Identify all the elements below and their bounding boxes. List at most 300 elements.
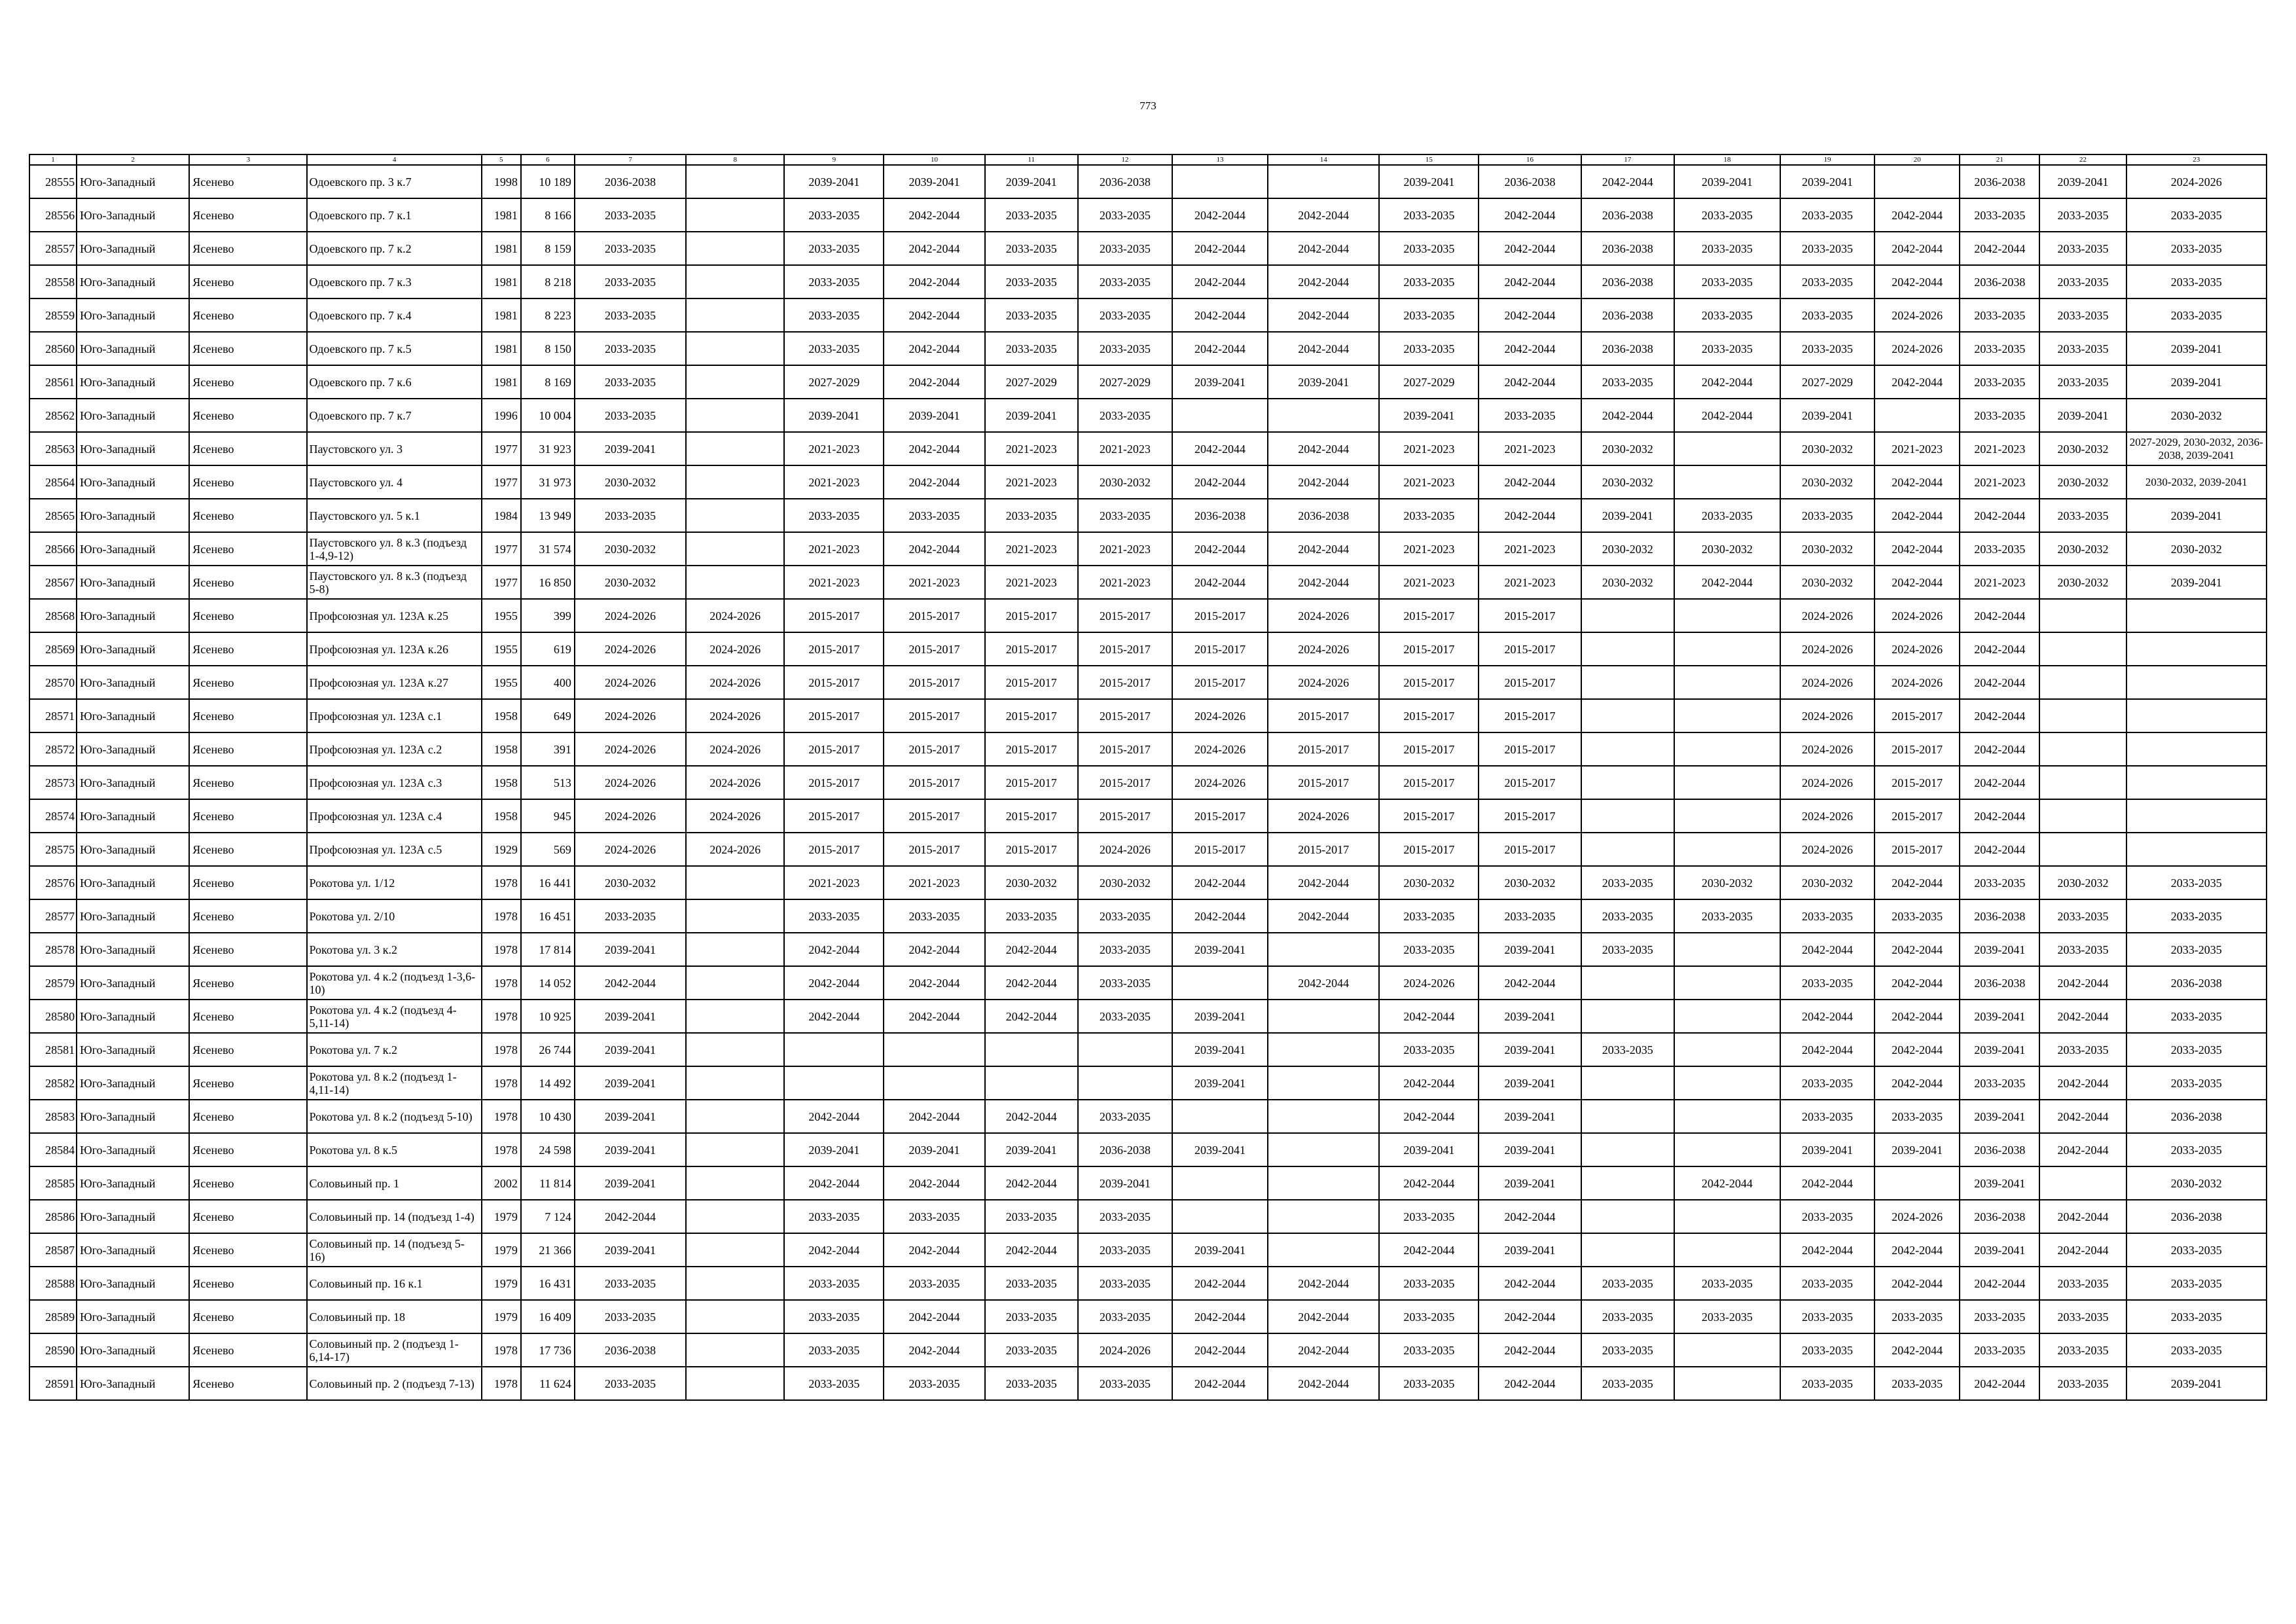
year-cell: 1955 — [482, 632, 521, 666]
period-18-cell — [1674, 1333, 1780, 1367]
period-23-cell: 2033-2035 — [2126, 899, 2267, 933]
address-cell: Соловьиный пр. 2 (подъезд 1-6,14-17) — [307, 1333, 481, 1367]
period-21-cell: 2033-2035 — [1960, 1066, 2039, 1100]
address-cell: Рокотова ул. 4 к.2 (подъезд 1-3,6-10) — [307, 966, 481, 1000]
period-18-cell — [1674, 699, 1780, 732]
period-7-cell: 2033-2035 — [575, 298, 686, 332]
period-18-cell — [1674, 1233, 1780, 1267]
period-20-cell: 2024-2026 — [1874, 298, 1960, 332]
period-14-cell: 2042-2044 — [1268, 899, 1379, 933]
table-row — [29, 732, 2267, 766]
period-17-cell — [1581, 599, 1674, 632]
area-cell: Ясенево — [189, 1333, 307, 1367]
period-9-cell: 2021-2023 — [784, 866, 884, 899]
area-cell: Ясенево — [189, 1233, 307, 1267]
district-cell: Юго-Западный — [77, 332, 189, 365]
period-12-cell: 2036-2038 — [1078, 165, 1172, 198]
period-15-cell: 2033-2035 — [1379, 1300, 1479, 1333]
period-10-cell: 2042-2044 — [884, 198, 984, 232]
year-cell: 1981 — [482, 365, 521, 399]
address-cell: Соловьиный пр. 14 (подъезд 5-16) — [307, 1233, 481, 1267]
period-11-cell: 2033-2035 — [985, 198, 1078, 232]
period-15-cell: 2021-2023 — [1379, 566, 1479, 599]
period-16-cell: 2015-2017 — [1479, 599, 1581, 632]
table-row — [29, 1133, 2267, 1166]
period-17-cell: 2030-2032 — [1581, 566, 1674, 599]
period-13-cell: 2039-2041 — [1172, 933, 1268, 966]
period-19-cell: 2024-2026 — [1780, 732, 1874, 766]
period-21-cell: 2033-2035 — [1960, 298, 2039, 332]
period-10-cell: 2039-2041 — [884, 1133, 984, 1166]
column-header-11: 11 — [985, 154, 1078, 165]
period-9-cell: 2033-2035 — [784, 232, 884, 265]
period-23-cell: 2039-2041 — [2126, 499, 2267, 532]
address-cell: Профсоюзная ул. 123А с.1 — [307, 699, 481, 732]
period-20-cell: 2042-2044 — [1874, 1000, 1960, 1033]
area-cell: Ясенево — [189, 1267, 307, 1300]
period-9-cell: 2039-2041 — [784, 399, 884, 432]
period-10-cell: 2042-2044 — [884, 1166, 984, 1200]
period-11-cell: 2039-2041 — [985, 399, 1078, 432]
period-15-cell: 2015-2017 — [1379, 732, 1479, 766]
column-header-19: 19 — [1780, 154, 1874, 165]
period-14-cell: 2015-2017 — [1268, 732, 1379, 766]
period-16-cell: 2042-2044 — [1479, 265, 1581, 298]
district-cell: Юго-Западный — [77, 198, 189, 232]
period-13-cell: 2042-2044 — [1172, 1333, 1268, 1367]
period-22-cell: 2033-2035 — [2039, 365, 2126, 399]
period-12-cell: 2015-2017 — [1078, 732, 1172, 766]
period-18-cell — [1674, 432, 1780, 465]
record-id-cell: 28580 — [29, 1000, 77, 1033]
period-10-cell — [884, 1033, 984, 1066]
period-19-cell: 2024-2026 — [1780, 799, 1874, 833]
table-row — [29, 432, 2267, 465]
column-header-3: 3 — [189, 154, 307, 165]
period-21-cell: 2042-2044 — [1960, 833, 2039, 866]
table-row — [29, 1000, 2267, 1033]
period-16-cell: 2036-2038 — [1479, 165, 1581, 198]
period-17-cell — [1581, 732, 1674, 766]
period-7-cell: 2036-2038 — [575, 1333, 686, 1367]
period-12-cell: 2033-2035 — [1078, 1267, 1172, 1300]
period-9-cell: 2015-2017 — [784, 632, 884, 666]
period-16-cell: 2015-2017 — [1479, 699, 1581, 732]
period-21-cell: 2039-2041 — [1960, 1000, 2039, 1033]
record-id-cell: 28569 — [29, 632, 77, 666]
period-9-cell: 2027-2029 — [784, 365, 884, 399]
period-10-cell: 2039-2041 — [884, 165, 984, 198]
period-23-cell — [2126, 799, 2267, 833]
period-23-cell: 2033-2035 — [2126, 198, 2267, 232]
period-14-cell — [1268, 1000, 1379, 1033]
period-9-cell: 2033-2035 — [784, 332, 884, 365]
period-22-cell: 2033-2035 — [2039, 232, 2126, 265]
period-14-cell: 2042-2044 — [1268, 332, 1379, 365]
period-7-cell: 2033-2035 — [575, 399, 686, 432]
record-id-cell: 28590 — [29, 1333, 77, 1367]
period-14-cell: 2024-2026 — [1268, 666, 1379, 699]
period-11-cell: 2021-2023 — [985, 432, 1078, 465]
period-15-cell: 2015-2017 — [1379, 766, 1479, 799]
period-20-cell: 2042-2044 — [1874, 1267, 1960, 1300]
area-value-cell: 17 814 — [521, 933, 575, 966]
table-row — [29, 365, 2267, 399]
period-8-cell: 2024-2026 — [686, 732, 784, 766]
period-8-cell — [686, 1166, 784, 1200]
period-7-cell: 2033-2035 — [575, 1367, 686, 1400]
period-8-cell — [686, 1367, 784, 1400]
period-19-cell: 2039-2041 — [1780, 399, 1874, 432]
period-10-cell: 2042-2044 — [884, 365, 984, 399]
period-22-cell: 2030-2032 — [2039, 532, 2126, 566]
area-value-cell: 7 124 — [521, 1200, 575, 1233]
period-19-cell: 2039-2041 — [1780, 1133, 1874, 1166]
address-cell: Профсоюзная ул. 123А к.26 — [307, 632, 481, 666]
period-19-cell: 2033-2035 — [1780, 232, 1874, 265]
period-8-cell — [686, 365, 784, 399]
period-22-cell: 2033-2035 — [2039, 1367, 2126, 1400]
period-23-cell: 2033-2035 — [2126, 866, 2267, 899]
period-23-cell: 2033-2035 — [2126, 1333, 2267, 1367]
period-16-cell: 2042-2044 — [1479, 465, 1581, 499]
area-cell: Ясенево — [189, 766, 307, 799]
period-17-cell: 2036-2038 — [1581, 298, 1674, 332]
period-15-cell: 2024-2026 — [1379, 966, 1479, 1000]
period-19-cell: 2024-2026 — [1780, 766, 1874, 799]
period-11-cell: 2042-2044 — [985, 1166, 1078, 1200]
table-row — [29, 399, 2267, 432]
table-row — [29, 1333, 2267, 1367]
period-9-cell: 2039-2041 — [784, 165, 884, 198]
year-cell: 1977 — [482, 566, 521, 599]
year-cell: 1996 — [482, 399, 521, 432]
period-11-cell: 2042-2044 — [985, 1233, 1078, 1267]
period-23-cell: 2039-2041 — [2126, 332, 2267, 365]
period-10-cell: 2042-2044 — [884, 432, 984, 465]
period-12-cell: 2033-2035 — [1078, 1367, 1172, 1400]
period-16-cell: 2021-2023 — [1479, 432, 1581, 465]
period-7-cell: 2039-2041 — [575, 1033, 686, 1066]
period-22-cell — [2039, 699, 2126, 732]
period-20-cell: 2015-2017 — [1874, 766, 1960, 799]
period-15-cell: 2033-2035 — [1379, 198, 1479, 232]
period-19-cell: 2039-2041 — [1780, 165, 1874, 198]
period-16-cell: 2042-2044 — [1479, 232, 1581, 265]
table-row — [29, 198, 2267, 232]
schedule-table-container — [29, 154, 2267, 1401]
period-8-cell — [686, 1333, 784, 1367]
address-cell: Профсоюзная ул. 123А с.5 — [307, 833, 481, 866]
address-cell: Одоевского пр. 7 к.2 — [307, 232, 481, 265]
period-16-cell: 2033-2035 — [1479, 899, 1581, 933]
period-20-cell: 2015-2017 — [1874, 799, 1960, 833]
period-19-cell: 2030-2032 — [1780, 566, 1874, 599]
district-cell: Юго-Западный — [77, 1200, 189, 1233]
period-22-cell: 2039-2041 — [2039, 165, 2126, 198]
record-id-cell: 28584 — [29, 1133, 77, 1166]
period-9-cell: 2015-2017 — [784, 599, 884, 632]
table-row — [29, 1300, 2267, 1333]
period-21-cell: 2033-2035 — [1960, 332, 2039, 365]
period-7-cell: 2033-2035 — [575, 499, 686, 532]
period-16-cell: 2042-2044 — [1479, 1200, 1581, 1233]
area-cell: Ясенево — [189, 532, 307, 566]
period-15-cell: 2033-2035 — [1379, 265, 1479, 298]
period-16-cell: 2039-2041 — [1479, 1066, 1581, 1100]
period-11-cell: 2033-2035 — [985, 1200, 1078, 1233]
period-12-cell: 2033-2035 — [1078, 966, 1172, 1000]
period-19-cell: 2027-2029 — [1780, 365, 1874, 399]
record-id-cell: 28572 — [29, 732, 77, 766]
area-value-cell: 10 004 — [521, 399, 575, 432]
column-header-23: 23 — [2126, 154, 2267, 165]
area-value-cell: 10 925 — [521, 1000, 575, 1033]
period-7-cell: 2039-2041 — [575, 1233, 686, 1267]
period-23-cell: 2033-2035 — [2126, 1300, 2267, 1333]
address-cell: Одоевского пр. 7 к.3 — [307, 265, 481, 298]
period-11-cell: 2015-2017 — [985, 699, 1078, 732]
area-cell: Ясенево — [189, 1300, 307, 1333]
period-13-cell: 2039-2041 — [1172, 1233, 1268, 1267]
period-18-cell — [1674, 599, 1780, 632]
period-9-cell: 2033-2035 — [784, 1300, 884, 1333]
period-12-cell: 2015-2017 — [1078, 799, 1172, 833]
address-cell: Профсоюзная ул. 123А с.4 — [307, 799, 481, 833]
area-cell: Ясенево — [189, 833, 307, 866]
period-11-cell: 2015-2017 — [985, 799, 1078, 833]
period-21-cell: 2042-2044 — [1960, 499, 2039, 532]
period-19-cell: 2033-2035 — [1780, 899, 1874, 933]
period-13-cell: 2042-2044 — [1172, 532, 1268, 566]
table-row — [29, 298, 2267, 332]
record-id-cell: 28571 — [29, 699, 77, 732]
period-23-cell: 2033-2035 — [2126, 933, 2267, 966]
period-23-cell: 2039-2041 — [2126, 365, 2267, 399]
period-21-cell: 2036-2038 — [1960, 1133, 2039, 1166]
area-cell: Ясенево — [189, 1100, 307, 1133]
period-23-cell: 2024-2026 — [2126, 165, 2267, 198]
period-11-cell: 2033-2035 — [985, 298, 1078, 332]
period-9-cell: 2015-2017 — [784, 732, 884, 766]
year-cell: 1979 — [482, 1200, 521, 1233]
period-21-cell: 2039-2041 — [1960, 1033, 2039, 1066]
record-id-cell: 28591 — [29, 1367, 77, 1400]
period-9-cell: 2021-2023 — [784, 532, 884, 566]
period-22-cell: 2033-2035 — [2039, 1300, 2126, 1333]
table-row — [29, 1066, 2267, 1100]
table-row — [29, 332, 2267, 365]
period-17-cell: 2030-2032 — [1581, 532, 1674, 566]
area-cell: Ясенево — [189, 1033, 307, 1066]
area-cell: Ясенево — [189, 399, 307, 432]
area-cell: Ясенево — [189, 966, 307, 1000]
area-value-cell: 24 598 — [521, 1133, 575, 1166]
period-9-cell: 2042-2044 — [784, 1000, 884, 1033]
period-18-cell — [1674, 766, 1780, 799]
period-7-cell: 2024-2026 — [575, 666, 686, 699]
period-17-cell — [1581, 1166, 1674, 1200]
period-17-cell: 2030-2032 — [1581, 432, 1674, 465]
period-17-cell: 2033-2035 — [1581, 1333, 1674, 1367]
period-12-cell: 2015-2017 — [1078, 632, 1172, 666]
period-18-cell — [1674, 465, 1780, 499]
district-cell: Юго-Западный — [77, 899, 189, 933]
period-17-cell: 2033-2035 — [1581, 1367, 1674, 1400]
period-13-cell: 2042-2044 — [1172, 1267, 1268, 1300]
area-value-cell: 8 150 — [521, 332, 575, 365]
period-18-cell: 2033-2035 — [1674, 265, 1780, 298]
area-cell: Ясенево — [189, 933, 307, 966]
period-16-cell: 2039-2041 — [1479, 933, 1581, 966]
period-22-cell: 2030-2032 — [2039, 432, 2126, 465]
period-17-cell: 2033-2035 — [1581, 1267, 1674, 1300]
period-10-cell: 2015-2017 — [884, 833, 984, 866]
address-cell: Рокотова ул. 8 к.5 — [307, 1133, 481, 1166]
period-22-cell: 2030-2032 — [2039, 866, 2126, 899]
period-23-cell: 2036-2038 — [2126, 1100, 2267, 1133]
period-22-cell — [2039, 1166, 2126, 1200]
period-10-cell: 2042-2044 — [884, 265, 984, 298]
period-11-cell: 2033-2035 — [985, 232, 1078, 265]
period-12-cell: 2036-2038 — [1078, 1133, 1172, 1166]
period-19-cell: 2024-2026 — [1780, 599, 1874, 632]
period-20-cell: 2024-2026 — [1874, 1200, 1960, 1233]
year-cell: 1981 — [482, 265, 521, 298]
period-16-cell: 2042-2044 — [1479, 1267, 1581, 1300]
district-cell: Юго-Западный — [77, 566, 189, 599]
period-14-cell: 2042-2044 — [1268, 566, 1379, 599]
period-22-cell — [2039, 732, 2126, 766]
period-11-cell: 2033-2035 — [985, 499, 1078, 532]
column-header-15: 15 — [1379, 154, 1479, 165]
column-header-6: 6 — [521, 154, 575, 165]
record-id-cell: 28555 — [29, 165, 77, 198]
period-15-cell: 2042-2044 — [1379, 1066, 1479, 1100]
period-10-cell: 2042-2044 — [884, 1233, 984, 1267]
period-13-cell: 2039-2041 — [1172, 1033, 1268, 1066]
period-8-cell — [686, 165, 784, 198]
area-value-cell: 21 366 — [521, 1233, 575, 1267]
period-13-cell: 2042-2044 — [1172, 332, 1268, 365]
period-8-cell — [686, 465, 784, 499]
table-row — [29, 265, 2267, 298]
period-17-cell — [1581, 1000, 1674, 1033]
period-15-cell: 2039-2041 — [1379, 399, 1479, 432]
period-16-cell: 2021-2023 — [1479, 566, 1581, 599]
period-19-cell: 2033-2035 — [1780, 1367, 1874, 1400]
period-11-cell: 2021-2023 — [985, 532, 1078, 566]
period-7-cell: 2033-2035 — [575, 265, 686, 298]
period-22-cell: 2042-2044 — [2039, 1133, 2126, 1166]
period-10-cell: 2042-2044 — [884, 465, 984, 499]
record-id-cell: 28570 — [29, 666, 77, 699]
period-19-cell: 2042-2044 — [1780, 1033, 1874, 1066]
column-header-13: 13 — [1172, 154, 1268, 165]
period-13-cell: 2042-2044 — [1172, 432, 1268, 465]
area-cell: Ясенево — [189, 165, 307, 198]
area-value-cell: 8 159 — [521, 232, 575, 265]
address-cell: Паустовского ул. 3 — [307, 432, 481, 465]
period-18-cell: 2033-2035 — [1674, 499, 1780, 532]
period-11-cell: 2033-2035 — [985, 1333, 1078, 1367]
year-cell: 1981 — [482, 198, 521, 232]
record-id-cell: 28587 — [29, 1233, 77, 1267]
period-20-cell: 2024-2026 — [1874, 332, 1960, 365]
period-11-cell: 2042-2044 — [985, 1100, 1078, 1133]
period-11-cell — [985, 1066, 1078, 1100]
period-14-cell: 2042-2044 — [1268, 1300, 1379, 1333]
table-header — [29, 154, 2267, 165]
district-cell: Юго-Западный — [77, 1333, 189, 1367]
period-14-cell — [1268, 1133, 1379, 1166]
period-16-cell: 2039-2041 — [1479, 1100, 1581, 1133]
period-14-cell — [1268, 1100, 1379, 1133]
period-23-cell: 2033-2035 — [2126, 232, 2267, 265]
period-17-cell: 2033-2035 — [1581, 933, 1674, 966]
period-11-cell: 2033-2035 — [985, 265, 1078, 298]
period-13-cell: 2042-2044 — [1172, 465, 1268, 499]
column-header-22: 22 — [2039, 154, 2126, 165]
period-13-cell: 2015-2017 — [1172, 632, 1268, 666]
period-13-cell — [1172, 1200, 1268, 1233]
period-16-cell: 2015-2017 — [1479, 666, 1581, 699]
period-20-cell: 2042-2044 — [1874, 465, 1960, 499]
period-7-cell: 2033-2035 — [575, 365, 686, 399]
record-id-cell: 28575 — [29, 833, 77, 866]
period-13-cell: 2015-2017 — [1172, 799, 1268, 833]
period-15-cell: 2042-2044 — [1379, 1233, 1479, 1267]
area-value-cell: 391 — [521, 732, 575, 766]
period-12-cell — [1078, 1066, 1172, 1100]
period-7-cell: 2024-2026 — [575, 699, 686, 732]
area-value-cell: 513 — [521, 766, 575, 799]
period-14-cell: 2042-2044 — [1268, 432, 1379, 465]
period-17-cell — [1581, 799, 1674, 833]
period-10-cell: 2042-2044 — [884, 966, 984, 1000]
period-10-cell: 2015-2017 — [884, 766, 984, 799]
period-13-cell: 2042-2044 — [1172, 265, 1268, 298]
period-13-cell: 2042-2044 — [1172, 1300, 1268, 1333]
period-21-cell: 2042-2044 — [1960, 666, 2039, 699]
period-8-cell: 2024-2026 — [686, 833, 784, 866]
column-header-4: 4 — [307, 154, 481, 165]
period-13-cell: 2024-2026 — [1172, 699, 1268, 732]
period-18-cell: 2042-2044 — [1674, 399, 1780, 432]
period-8-cell — [686, 432, 784, 465]
period-18-cell: 2033-2035 — [1674, 232, 1780, 265]
period-21-cell: 2033-2035 — [1960, 866, 2039, 899]
area-value-cell: 8 223 — [521, 298, 575, 332]
period-13-cell: 2015-2017 — [1172, 666, 1268, 699]
address-cell: Рокотова ул. 4 к.2 (подъезд 4-5,11-14) — [307, 1000, 481, 1033]
period-7-cell: 2030-2032 — [575, 866, 686, 899]
period-12-cell: 2033-2035 — [1078, 1300, 1172, 1333]
period-7-cell: 2024-2026 — [575, 732, 686, 766]
period-19-cell: 2030-2032 — [1780, 465, 1874, 499]
period-16-cell: 2039-2041 — [1479, 1233, 1581, 1267]
period-18-cell — [1674, 933, 1780, 966]
period-9-cell: 2042-2044 — [784, 1166, 884, 1200]
period-23-cell: 2036-2038 — [2126, 1200, 2267, 1233]
period-20-cell — [1874, 165, 1960, 198]
period-14-cell: 2042-2044 — [1268, 232, 1379, 265]
period-16-cell: 2042-2044 — [1479, 1300, 1581, 1333]
district-cell: Юго-Западный — [77, 833, 189, 866]
period-21-cell: 2033-2035 — [1960, 365, 2039, 399]
table-row — [29, 1200, 2267, 1233]
period-20-cell: 2042-2044 — [1874, 198, 1960, 232]
